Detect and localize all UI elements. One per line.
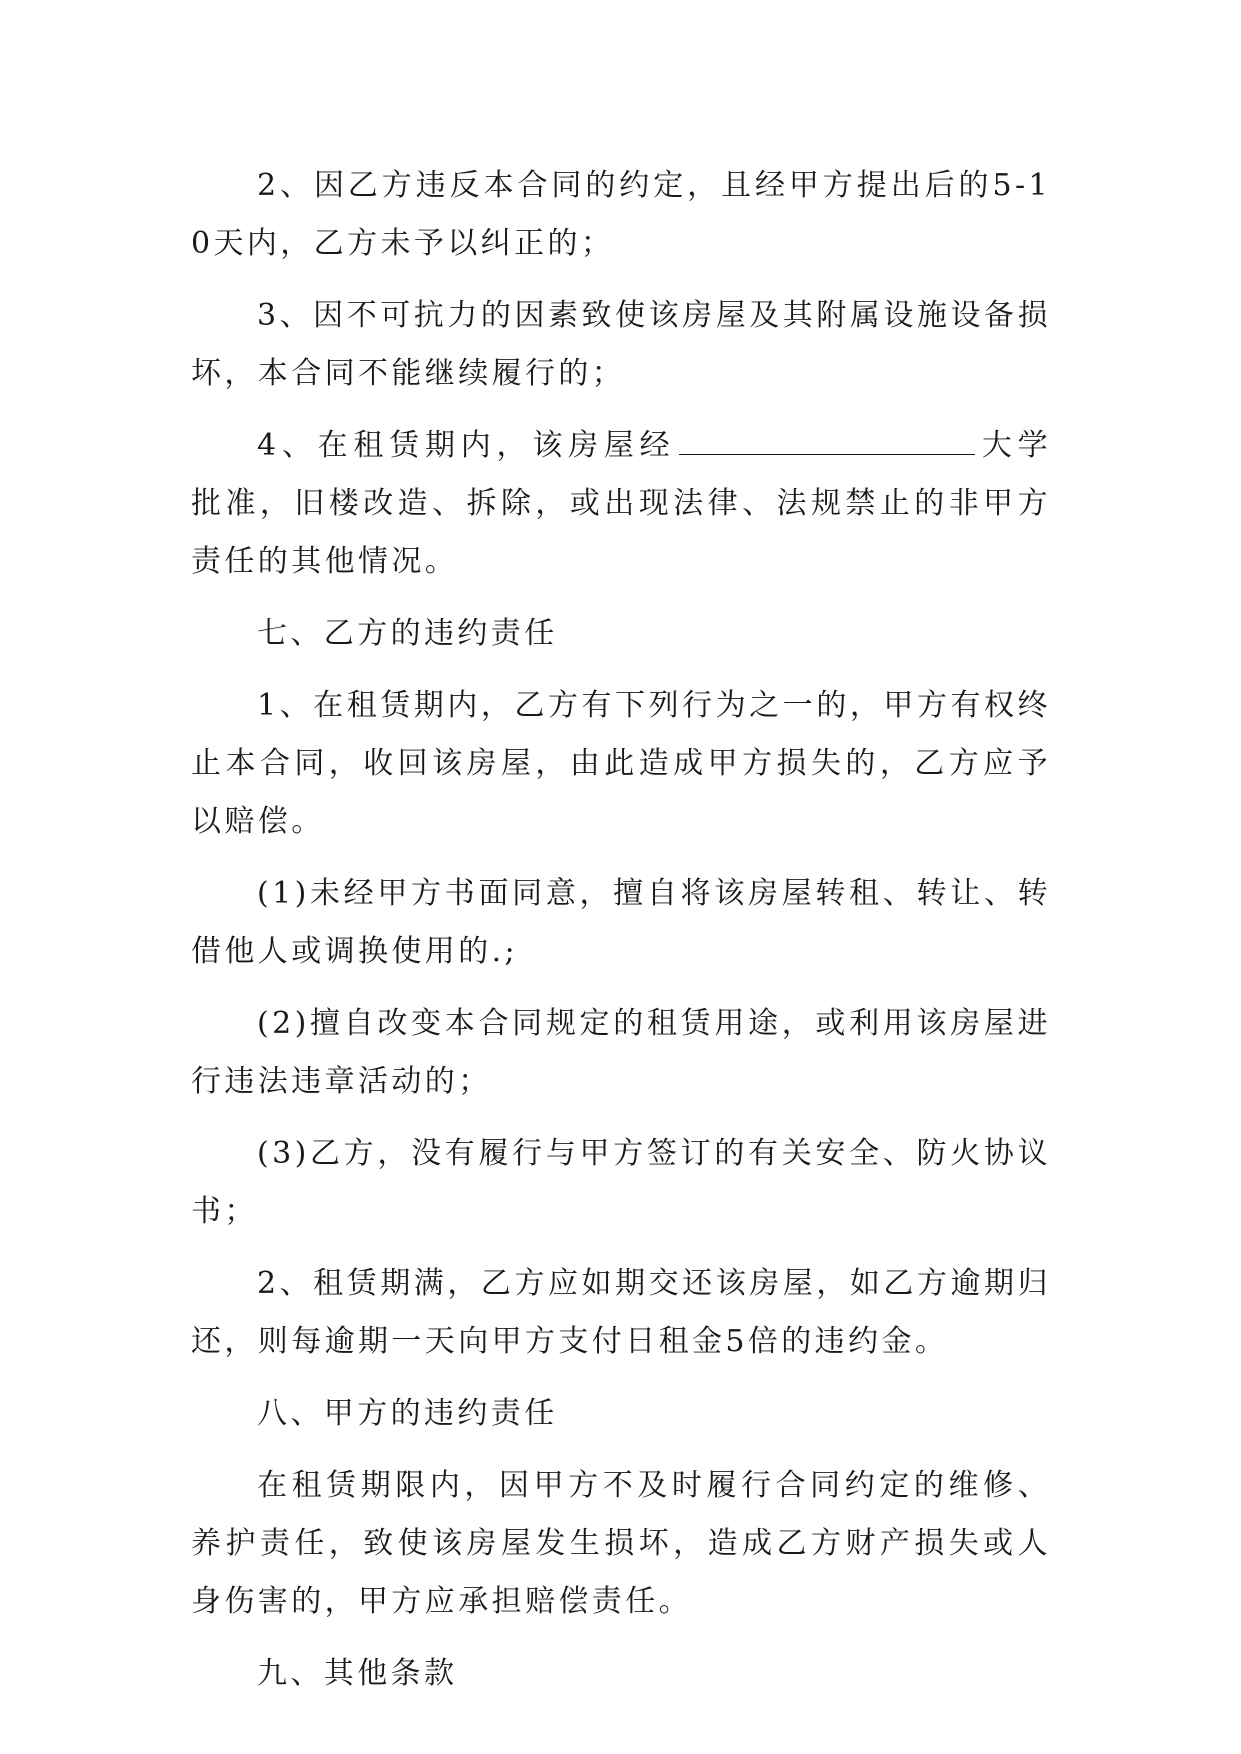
clause-termination-2: 2、因乙方违反本合同的约定，且经甲方提出后的5-10天内，乙方未予以纠正的；: [191, 168, 1051, 261]
clause-termination-3: 3、因不可抗力的因素致使该房屋及其附属设施设备损坏，本合同不能继续履行的；: [191, 298, 1051, 391]
clause-party-b-1-item-2: (2)擅自改变本合同规定的租赁用途，或利用该房屋进行违法违章活动的；: [191, 1006, 1051, 1099]
clause-party-b-1-item-3: (3)乙方，没有履行与甲方签订的有关安全、防火协议书；: [191, 1136, 1051, 1229]
clause-party-a: 在租赁期限内，因甲方不及时履行合同约定的维修、养护责任，致使该房屋发生损坏，造成乙方财产损失或人身伤害的，甲方应承担赔偿责任。: [191, 1468, 1051, 1619]
clause-termination-4: [191, 417, 1051, 591]
clause-termination-4-tail: 大学批准，旧楼改造、拆除，或出现法律、法规禁止的非甲方责任的其他情况。: [191, 428, 1051, 579]
clause-termination-4-lead: 4、在租赁期内，该房屋经: [257, 428, 676, 463]
fill-in-blank: [679, 424, 975, 455]
section-heading-7: 七、乙方的违约责任: [257, 616, 558, 651]
section-heading-8: 八、甲方的违约责任: [257, 1396, 558, 1431]
document-page: [191, 157, 1051, 1717]
clause-party-b-1-item-1: (1)未经甲方书面同意，擅自将该房屋转租、转让、转借他人或调换使用的.;: [191, 876, 1051, 969]
section-heading-9: 九、其他条款: [257, 1656, 458, 1691]
clause-party-b-2: 2、租赁期满，乙方应如期交还该房屋，如乙方逾期归还，则每逾期一天向甲方支付日租金5倍的违约金。: [191, 1266, 1051, 1359]
clause-party-b-1: 1、在租赁期内，乙方有下列行为之一的，甲方有权终止本合同，收回该房屋，由此造成甲方损失的，乙方应予以赔偿。: [191, 688, 1051, 839]
